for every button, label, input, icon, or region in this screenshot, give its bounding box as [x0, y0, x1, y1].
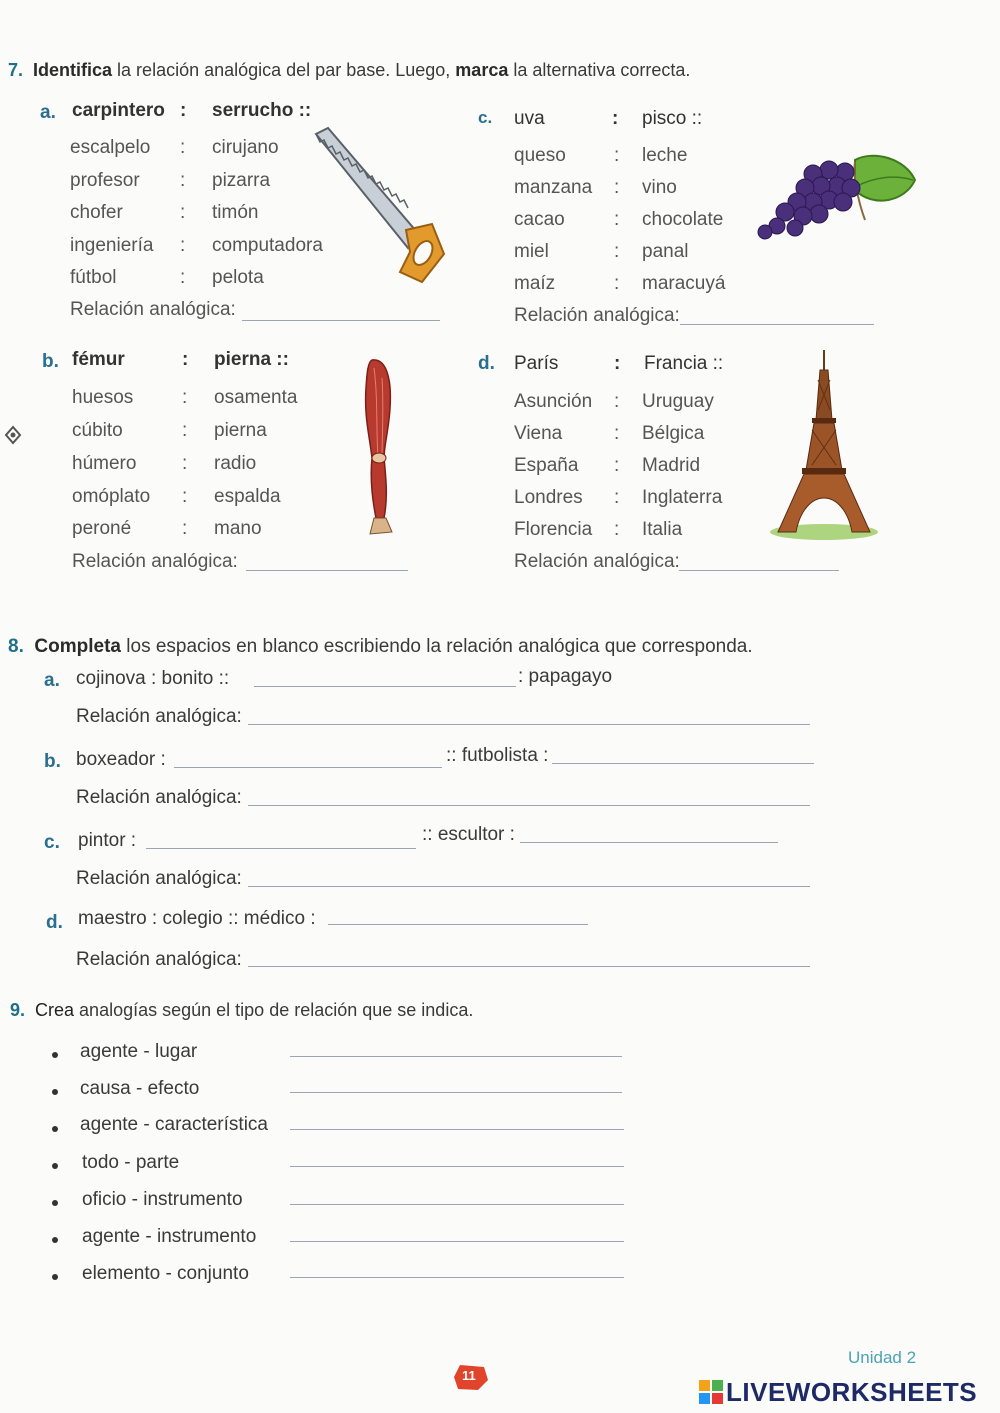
bullet [52, 1237, 58, 1243]
q8-number: 8. [8, 636, 24, 657]
q8-instruction-bold: Completa [34, 636, 121, 657]
base-left: carpintero [72, 100, 165, 121]
option-right[interactable]: maracuyá [642, 273, 726, 294]
option-left[interactable]: húmero [72, 453, 137, 474]
option-colon: : [180, 267, 186, 288]
unit-label: Unidad 2 [848, 1348, 917, 1367]
option-right[interactable]: Inglaterra [642, 487, 723, 508]
option-left[interactable]: cúbito [72, 420, 123, 441]
base-left: fémur [72, 349, 125, 370]
q9-item-label: agente - instrumento [82, 1226, 257, 1247]
relation-answer-line[interactable] [248, 724, 810, 725]
grapes-icon [755, 150, 920, 250]
option-right[interactable]: computadora [212, 235, 323, 256]
q7-instruction-mid: la relación analógica del par base. Luego, [112, 60, 456, 80]
relation-answer-line[interactable] [248, 966, 810, 967]
q9-item-label: todo - parte [82, 1152, 180, 1173]
liveworksheets-brand: LIVEWORKSHEETS [726, 1376, 978, 1407]
base-left: París [514, 353, 559, 374]
option-left[interactable]: fútbol [70, 267, 117, 288]
page-number-badge [450, 1362, 490, 1392]
answer-line-2[interactable] [520, 842, 778, 843]
relation-label: Relación analógica: [76, 868, 242, 889]
base-colon: : [180, 100, 187, 121]
base-colon: : [182, 349, 189, 370]
option-right[interactable]: espalda [214, 486, 281, 507]
item-letter: c. [44, 832, 60, 853]
option-left[interactable]: huesos [72, 387, 134, 408]
q9-answer-line[interactable] [290, 1129, 624, 1130]
option-right[interactable]: pizarra [212, 170, 271, 191]
option-colon: : [614, 209, 620, 230]
page-number: 11 [462, 1368, 476, 1383]
q9-answer-line[interactable] [290, 1277, 624, 1278]
eiffel-tower-icon [768, 350, 880, 542]
base-right: pierna :: [214, 349, 289, 370]
option-left[interactable]: escalpelo [70, 137, 151, 158]
option-colon: : [614, 519, 620, 540]
option-colon: : [182, 453, 188, 474]
option-left[interactable]: Londres [514, 487, 583, 508]
option-right[interactable]: chocolate [642, 209, 724, 230]
option-colon: : [180, 235, 186, 256]
option-colon: : [614, 273, 620, 294]
option-colon: : [180, 202, 186, 223]
option-left[interactable]: cacao [514, 209, 565, 230]
option-left[interactable]: Florencia [514, 519, 593, 540]
q9-instruction-bold: Crea [35, 1000, 75, 1020]
item-text-end: :: futbolista : [446, 745, 549, 766]
option-left[interactable]: omóplato [72, 486, 151, 507]
q9-item-label: agente - lugar [80, 1041, 198, 1062]
relation-label: Relación analógica: [76, 706, 242, 727]
item-text: maestro : colegio :: médico : [78, 908, 316, 929]
option-right[interactable]: Italia [642, 519, 683, 540]
option-left[interactable]: España [514, 455, 579, 476]
option-right[interactable]: cirujano [212, 137, 279, 158]
q7-instruction-bold2: marca [455, 60, 509, 80]
item-letter: d. [46, 912, 63, 933]
q9-item-label: elemento - conjunto [82, 1263, 249, 1284]
relation-label: Relación analógica: [76, 787, 242, 808]
option-right[interactable]: panal [642, 241, 689, 262]
margin-pin-icon [4, 425, 22, 445]
item-text: pintor : [78, 830, 137, 851]
option-colon: : [182, 518, 188, 539]
option-colon: : [180, 137, 186, 158]
option-left[interactable]: ingeniería [70, 235, 154, 256]
item-text-end: :: escultor : [422, 824, 515, 845]
q8-instruction-rest: los espacios en blanco escribiendo la relación analógica que corresponda. [121, 636, 753, 657]
q7-number: 7. [8, 60, 24, 80]
base-left: uva [514, 108, 545, 129]
base-right: Francia :: [644, 353, 724, 374]
option-left[interactable]: maíz [514, 273, 556, 294]
option-left[interactable]: Viena [514, 423, 563, 444]
group-letter: d. [478, 353, 495, 374]
option-colon: : [614, 391, 620, 412]
q9-answer-line[interactable] [290, 1056, 622, 1057]
option-colon: : [614, 241, 620, 262]
q8-instruction [8, 636, 753, 658]
q9-number: 9. [10, 1000, 26, 1020]
relation-label: Relación analógica: [72, 551, 238, 572]
answer-line-2[interactable] [552, 763, 814, 764]
option-left[interactable]: chofer [70, 202, 123, 223]
q9-instruction-rest: analogías según el tipo de relación que se indica. [74, 1000, 474, 1020]
item-letter: b. [44, 751, 61, 772]
answer-line[interactable] [254, 686, 516, 687]
relation-label: Relación analógica: [76, 949, 242, 970]
bullet [52, 1126, 58, 1132]
leg-muscle-icon [362, 358, 398, 538]
relation-answer-line[interactable] [679, 570, 839, 571]
option-left[interactable]: queso [514, 145, 566, 166]
q9-answer-line[interactable] [290, 1166, 624, 1167]
option-right[interactable]: timón [212, 202, 259, 223]
relation-label: Relación analógica: [70, 299, 236, 320]
option-right[interactable]: Bélgica [642, 423, 705, 444]
option-left[interactable]: peroné [72, 518, 132, 539]
bullet [52, 1274, 58, 1280]
option-colon: : [182, 420, 188, 441]
bullet [52, 1052, 58, 1058]
answer-line[interactable] [328, 924, 588, 925]
option-colon: : [182, 387, 188, 408]
item-text: boxeador : [76, 749, 166, 770]
option-right[interactable]: Madrid [642, 455, 701, 476]
option-left[interactable]: miel [514, 241, 549, 262]
base-right: serrucho :: [212, 100, 312, 121]
relation-answer-line[interactable] [242, 320, 440, 321]
relation-label: Relación analógica: [514, 305, 680, 326]
option-right[interactable]: pierna [214, 420, 267, 441]
bullet [52, 1089, 58, 1095]
bullet [52, 1163, 58, 1169]
option-left[interactable]: manzana [514, 177, 593, 198]
option-colon: : [614, 177, 620, 198]
saw-icon [310, 126, 450, 286]
liveworksheets-logo-icon [698, 1379, 724, 1405]
liveworksheets-logo [698, 1376, 977, 1408]
relation-answer-line[interactable] [246, 570, 408, 571]
option-right[interactable]: vino [642, 177, 677, 198]
item-letter: a. [44, 670, 60, 691]
q9-answer-line[interactable] [290, 1204, 624, 1205]
q7-instruction-bold1: Identifica [33, 60, 113, 80]
option-colon: : [614, 487, 620, 508]
relation-answer-line[interactable] [248, 886, 810, 887]
q9-instruction [10, 1000, 473, 1021]
base-colon: : [614, 353, 621, 374]
relation-answer-line[interactable] [680, 324, 874, 325]
option-left[interactable]: profesor [70, 170, 140, 191]
q9-item-label: oficio - instrumento [82, 1189, 243, 1210]
q9-item-label: causa - efecto [80, 1078, 200, 1099]
group-letter: a. [40, 102, 56, 123]
group-letter: c. [478, 108, 493, 127]
option-left[interactable]: Asunción [514, 391, 593, 412]
option-right[interactable]: mano [214, 518, 262, 539]
option-colon: : [614, 145, 620, 166]
relation-answer-line[interactable] [248, 805, 810, 806]
q9-answer-line[interactable] [290, 1241, 624, 1242]
answer-line[interactable] [146, 848, 416, 849]
answer-line[interactable] [174, 767, 442, 768]
base-right: pisco :: [642, 108, 703, 129]
option-right[interactable]: pelota [212, 267, 264, 288]
option-colon: : [614, 423, 620, 444]
option-colon: : [182, 486, 188, 507]
bullet [52, 1200, 58, 1206]
option-right[interactable]: osamenta [214, 387, 298, 408]
relation-label: Relación analógica: [514, 551, 680, 572]
base-colon: : [612, 108, 619, 129]
group-letter: b. [42, 351, 59, 372]
item-text: cojinova : bonito :: [76, 668, 230, 689]
q9-answer-line[interactable] [290, 1092, 622, 1093]
option-colon: : [180, 170, 186, 191]
option-colon: : [614, 455, 620, 476]
option-right[interactable]: radio [214, 453, 257, 474]
q7-instruction-end: la alternativa correcta. [508, 60, 691, 80]
option-right[interactable]: Uruguay [642, 391, 714, 412]
q9-item-label: agente - característica [80, 1114, 268, 1135]
q7-instruction [8, 60, 690, 81]
option-right[interactable]: leche [642, 145, 688, 166]
item-text-end: : papagayo [518, 666, 613, 687]
